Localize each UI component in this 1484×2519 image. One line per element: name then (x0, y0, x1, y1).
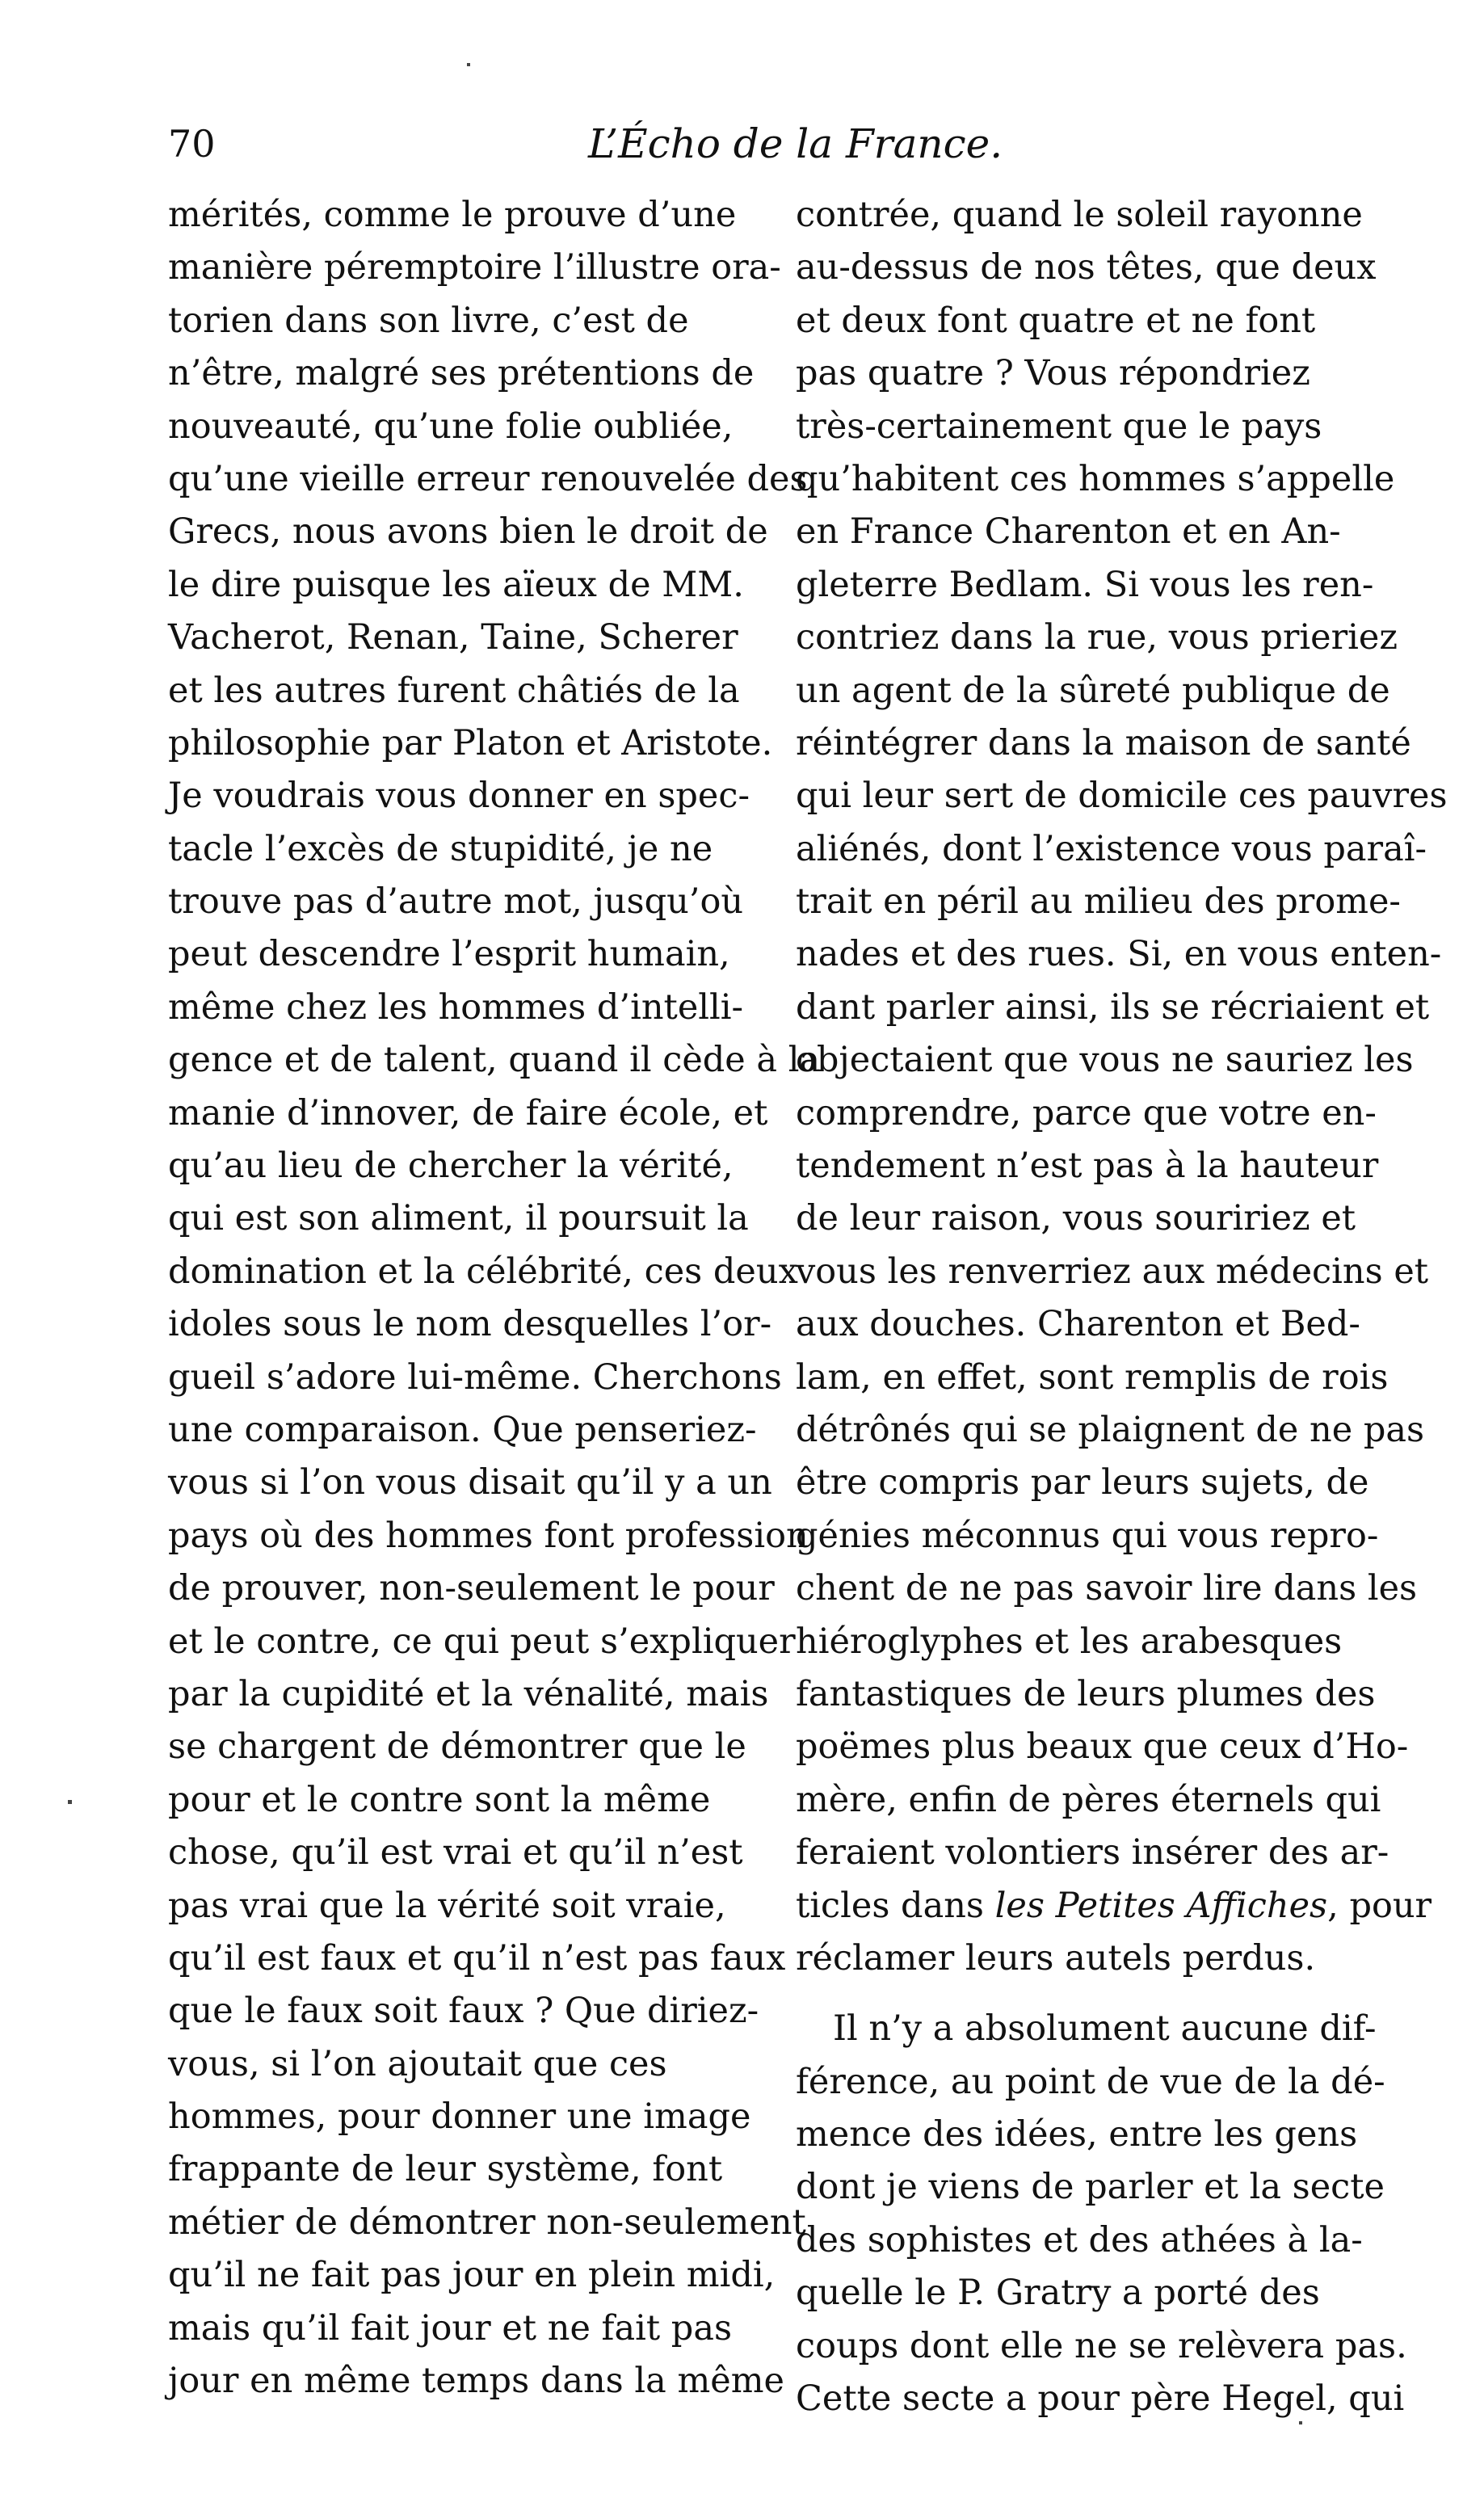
text-line: pas quatre ? Vous répondriez (796, 353, 1310, 394)
text-line: jour en même temps dans la même (168, 2361, 784, 2402)
speck (467, 63, 470, 66)
text-line: Grecs, nous avons bien le droit de (168, 511, 768, 553)
text-line: de prouver, non-seulement le pour (168, 1568, 775, 1609)
text-line: pas vrai que la vérité soit vraie, (168, 1885, 726, 1926)
text-line: gueil s’adore lui-même. Cherchons (168, 1356, 782, 1398)
text-line: poëmes plus beaux que ceux d’Ho- (796, 1726, 1409, 1768)
text-line: objectaient que vous ne sauriez les (796, 1040, 1414, 1081)
paragraph-gap (796, 1985, 1394, 2003)
text-line: qu’habitent ces hommes s’appelle (796, 458, 1395, 499)
text-line: gleterre Bedlam. Si vous les ren- (796, 564, 1374, 605)
text-line: en France Charenton et en An- (796, 511, 1341, 553)
text-line: pays où des hommes font profession (168, 1515, 809, 1556)
text-line: mérités, comme le prouve d’une (168, 195, 737, 235)
text-line: détrônés qui se plaignent de ne pas (796, 1409, 1425, 1450)
text-line: et deux font quatre et ne font (796, 300, 1316, 341)
text-line: hiéroglyphes et les arabesques (796, 1621, 1343, 1662)
text-line: une comparaison. Que penseriez- (168, 1409, 757, 1450)
text-line: philosophie par Platon et Aristote. (168, 722, 773, 763)
text-line: pour et le contre sont la même (168, 1779, 711, 1820)
text-line: nades et des rues. Si, en vous enten- (796, 934, 1442, 975)
text-line: se chargent de démontrer que le (168, 1726, 746, 1768)
text-line: comprendre, parce que votre en- (796, 1092, 1377, 1133)
text-line: fantastiques de leurs plumes des (796, 1673, 1376, 1714)
text-line-with-italic (796, 1880, 1432, 1932)
text-line: au-dessus de nos têtes, que deux (796, 247, 1377, 288)
text-line: métier de démontrer non-seulement (168, 2201, 806, 2243)
text-line: Je voudrais vous donner en spec- (168, 776, 750, 817)
text-line: coups dont elle ne se relèvera pas. (796, 2325, 1407, 2366)
text-line: torien dans son livre, c’est de (168, 300, 689, 341)
left-column (168, 189, 821, 2408)
page-number: 70 (168, 122, 216, 166)
text-line: qu’une vieille erreur renouvelée des (168, 458, 808, 499)
text-line: le dire puisque les aïeux de MM. (168, 564, 744, 605)
text-line: aux douches. Charenton et Bed- (796, 1304, 1360, 1345)
text-line: trait en péril au milieu des prome- (796, 881, 1401, 923)
text-line: vous les renverriez aux médecins et (796, 1251, 1429, 1292)
text-line: Cette secte a pour père Hegel, qui (796, 2378, 1405, 2420)
text-line: et les autres furent châtiés de la (168, 670, 740, 711)
text-line: contriez dans la rue, vous prieriez (796, 617, 1398, 658)
text-line: des sophistes et des athées à la- (796, 2219, 1363, 2260)
text-line: tendement n’est pas à la hauteur (796, 1146, 1379, 1187)
text-line: qu’il est faux et qu’il n’est pas faux (168, 1937, 786, 1979)
text-line: vous si l’on vous disait qu’il y a un (168, 1462, 772, 1503)
text-line: aliénés, dont l’existence vous paraî- (796, 828, 1427, 869)
text-line: nouveauté, qu’une folie oubliée, (168, 406, 734, 447)
running-title: L’Écho de la France. (588, 120, 1003, 167)
text-line: qu’au lieu de chercher la vérité, (168, 1146, 734, 1187)
text-line: frappante de leur système, font (168, 2149, 723, 2190)
text-line: que le faux soit faux ? Que diriez- (168, 1991, 759, 2032)
text-line: qu’il ne fait pas jour en plein midi, (168, 2255, 776, 2296)
text-line: très-certainement que le pays (796, 406, 1322, 447)
text-line: génies méconnus qui vous repro- (796, 1515, 1379, 1556)
text-line: qui leur sert de domicile ces pauvres (796, 776, 1448, 817)
text-line: réintégrer dans la maison de santé (796, 722, 1411, 763)
text-line: quelle le P. Gratry a porté des (796, 2273, 1320, 2314)
text-line: trouve pas d’autre mot, jusqu’où (168, 881, 744, 923)
text-line: férence, au point de vue de la dé- (796, 2061, 1385, 2102)
speck (68, 1800, 72, 1804)
text-line: Il n’y a absolument aucune dif- (833, 2008, 1377, 2050)
text-line: mère, enfin de pères éternels qui (796, 1779, 1381, 1820)
text-line: qui est son aliment, il poursuit la (168, 1198, 749, 1239)
speck (1299, 2421, 1302, 2424)
text-line: de leur raison, vous souririez et (796, 1198, 1356, 1239)
text-line: contrée, quand le soleil rayonne (796, 195, 1363, 235)
page-header (168, 113, 1396, 178)
text-line: même chez les hommes d’intelli- (168, 986, 744, 1028)
text-fragment: ticles dans (796, 1885, 995, 1926)
text-line: réclamer leurs autels perdus. (796, 1937, 1316, 1979)
italic-title: les Petites Affiches (994, 1885, 1328, 1926)
text-line: gence et de talent, quand il cède à la (168, 1040, 821, 1081)
text-line: être compris par leurs sujets, de (796, 1462, 1369, 1503)
text-line: mence des idées, entre les gens (796, 2114, 1358, 2155)
text-line: dont je viens de parler et la secte (796, 2167, 1385, 2208)
text-line: mais qu’il fait jour et ne fait pas (168, 2307, 733, 2349)
text-line: hommes, pour donner une image (168, 2096, 751, 2138)
text-fragment: , pour (1327, 1885, 1432, 1926)
text-line: domination et la célébrité, ces deux (168, 1251, 798, 1292)
text-line: n’être, malgré ses prétentions de (168, 353, 755, 394)
text-line: manière péremptoire l’illustre ora- (168, 247, 781, 288)
text-line: dant parler ainsi, ils se récriaient et (796, 986, 1430, 1028)
text-line: chose, qu’il est vrai et qu’il n’est (168, 1832, 743, 1873)
text-line: par la cupidité et la vénalité, mais (168, 1673, 769, 1714)
text-line: et le contre, ce qui peut s’expliquer (168, 1621, 796, 1662)
text-line: vous, si l’on ajoutait que ces (168, 2043, 667, 2084)
text-line: idoles sous le nom desquelles l’or- (168, 1304, 772, 1345)
text-line: peut descendre l’esprit humain, (168, 934, 730, 975)
text-line: un agent de la sûreté publique de (796, 670, 1390, 711)
text-line: feraient volontiers insérer des ar- (796, 1832, 1389, 1873)
text-line: Vacherot, Renan, Taine, Scherer (168, 617, 738, 658)
right-column (796, 189, 1448, 2425)
text-line: manie d’innover, de faire école, et (168, 1092, 768, 1133)
text-line: tacle l’excès de stupidité, je ne (168, 828, 713, 869)
text-line: lam, en effet, sont remplis de rois (796, 1356, 1389, 1398)
text-line: chent de ne pas savoir lire dans les (796, 1568, 1418, 1609)
